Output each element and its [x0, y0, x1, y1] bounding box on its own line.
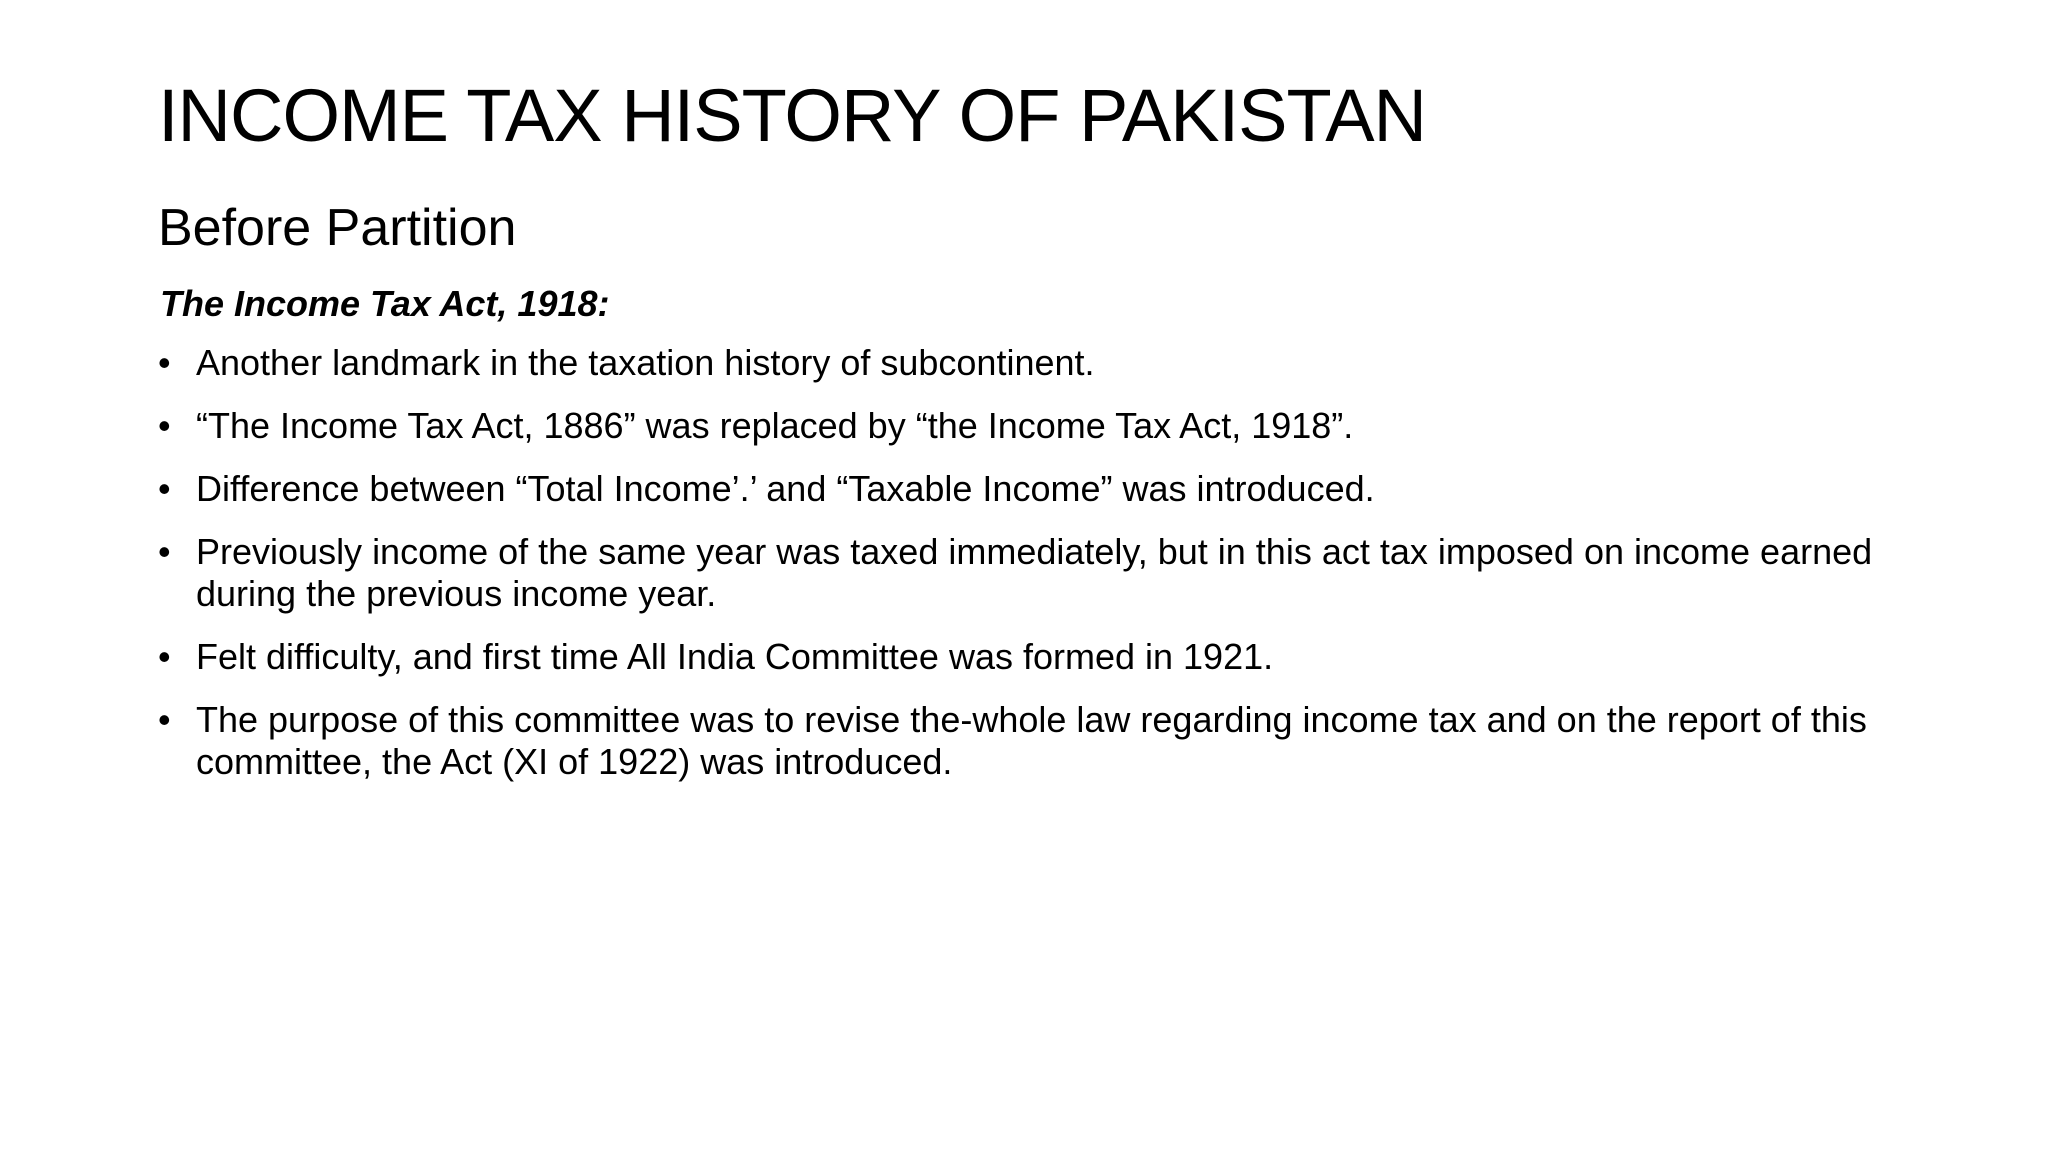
- bullet-text: The purpose of this committee was to revise the-whole law regarding income tax and on the report of this committee, the Act (XI of 1922) was introduced.: [196, 699, 1867, 782]
- bullet-text: “The Income Tax Act, 1886” was replaced by “the Income Tax Act, 1918”.: [196, 405, 1354, 446]
- bullet-icon: •: [158, 699, 171, 740]
- slide-title: INCOME TAX HISTORY OF PAKISTAN: [158, 74, 1426, 157]
- bullet-icon: •: [158, 342, 171, 383]
- bullet-text: Another landmark in the taxation history of subcontinent.: [196, 342, 1095, 383]
- bullet-text: Previously income of the same year was taxed immediately, but in this act tax imposed on income earned during the previous income year.: [196, 531, 1873, 614]
- bullet-text: Difference between “Total Income’.’ and “Taxable Income” was introduced.: [196, 468, 1375, 509]
- bullet-item: [158, 342, 1898, 384]
- slide-subtitle: Before Partition: [158, 199, 517, 257]
- bullet-item: [158, 468, 1898, 510]
- section-heading: The Income Tax Act, 1918:: [160, 283, 610, 324]
- bullet-item: [158, 699, 1898, 783]
- bullet-icon: •: [158, 405, 171, 446]
- bullet-icon: •: [158, 636, 171, 677]
- bullet-item: [158, 531, 1898, 615]
- bullet-icon: •: [158, 531, 171, 572]
- bullet-text: Felt difficulty, and first time All India Committee was formed in 1921.: [196, 636, 1274, 677]
- bullet-item: [158, 636, 1898, 678]
- bullet-icon: •: [158, 468, 171, 509]
- bullet-item: [158, 405, 1898, 447]
- bullet-list: [158, 342, 1898, 804]
